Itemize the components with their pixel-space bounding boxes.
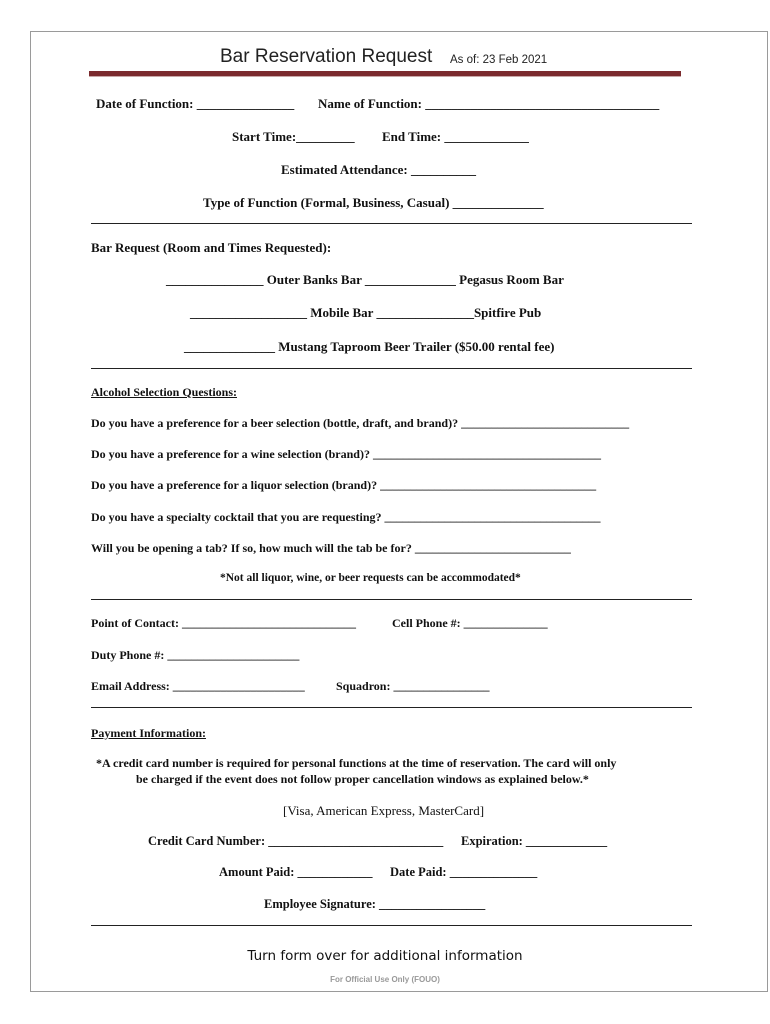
employee-signature-field[interactable]: Employee Signature: _________________: [264, 897, 486, 911]
squadron-field[interactable]: Squadron: ________________: [336, 679, 490, 693]
section-divider: [91, 707, 692, 708]
name-of-function-field[interactable]: Name of Function: ____________________________________: [318, 96, 660, 111]
date-paid-field[interactable]: Date Paid: ______________: [390, 865, 538, 879]
alcohol-note: *Not all liquor, wine, or beer requests can be accommodated*: [220, 572, 521, 584]
bar-request-line-2[interactable]: __________________ Mobile Bar _______________Spitfire Pub: [190, 305, 542, 320]
email-address-field[interactable]: Email Address: ______________________: [91, 679, 305, 693]
accepted-cards: [Visa, American Express, MasterCard]: [283, 803, 485, 818]
credit-card-number-field[interactable]: Credit Card Number: ____________________________: [148, 834, 444, 848]
cocktail-question-field[interactable]: Do you have a specialty cocktail that you are requesting? ____________________________________: [91, 510, 601, 524]
bar-request-line-1[interactable]: _______________ Outer Banks Bar ______________ Pegasus Room Bar: [166, 272, 564, 287]
beer-question-field[interactable]: Do you have a preference for a beer selection (bottle, draft, and brand)? ____________________________: [91, 416, 630, 430]
estimated-attendance-field[interactable]: Estimated Attendance: __________: [281, 162, 476, 177]
payment-notice-line-2: be charged if the event does not follow proper cancellation windows as explained below.*: [136, 772, 589, 786]
start-time-field[interactable]: Start Time:_________: [232, 129, 355, 144]
payment-heading: Payment Information:: [91, 726, 206, 740]
section-divider: [91, 925, 692, 926]
duty-phone-field[interactable]: Duty Phone #: ______________________: [91, 648, 300, 662]
point-of-contact-field[interactable]: Point of Contact: _____________________________: [91, 616, 356, 630]
cell-phone-field[interactable]: Cell Phone #: ______________: [392, 616, 548, 630]
tab-question-field[interactable]: Will you be opening a tab? If so, how much will the tab be for? __________________________: [91, 541, 571, 555]
bar-request-line-3[interactable]: ______________ Mustang Taproom Beer Trailer ($50.00 rental fee): [184, 339, 555, 354]
liquor-question-field[interactable]: Do you have a preference for a liquor selection (brand)? ____________________________________: [91, 478, 597, 492]
section-divider: [91, 223, 692, 224]
section-divider: [91, 368, 692, 369]
form-title: Bar Reservation Request: [220, 46, 433, 67]
turn-over-note: Turn form over for additional information: [247, 948, 523, 964]
payment-notice-line-1: *A credit card number is required for personal functions at the time of reservation. The card will only: [96, 756, 617, 770]
date-of-function-field[interactable]: Date of Function: _______________: [96, 96, 295, 111]
bar-request-heading: Bar Request (Room and Times Requested):: [91, 240, 332, 255]
end-time-field[interactable]: End Time: _____________: [382, 129, 529, 144]
expiration-field[interactable]: Expiration: _____________: [461, 834, 608, 848]
as-of-date: As of: 23 Feb 2021: [450, 54, 548, 66]
title-rule-shadow: [89, 76, 681, 77]
alcohol-heading: Alcohol Selection Questions:: [91, 385, 237, 399]
section-divider: [91, 599, 692, 600]
wine-question-field[interactable]: Do you have a preference for a wine selection (brand)? ______________________________________: [91, 447, 601, 461]
fouo-marking: For Official Use Only (FOUO): [330, 975, 440, 984]
amount-paid-field[interactable]: Amount Paid: ____________: [219, 865, 373, 879]
type-of-function-field[interactable]: Type of Function (Formal, Business, Casual) ______________: [203, 195, 544, 210]
